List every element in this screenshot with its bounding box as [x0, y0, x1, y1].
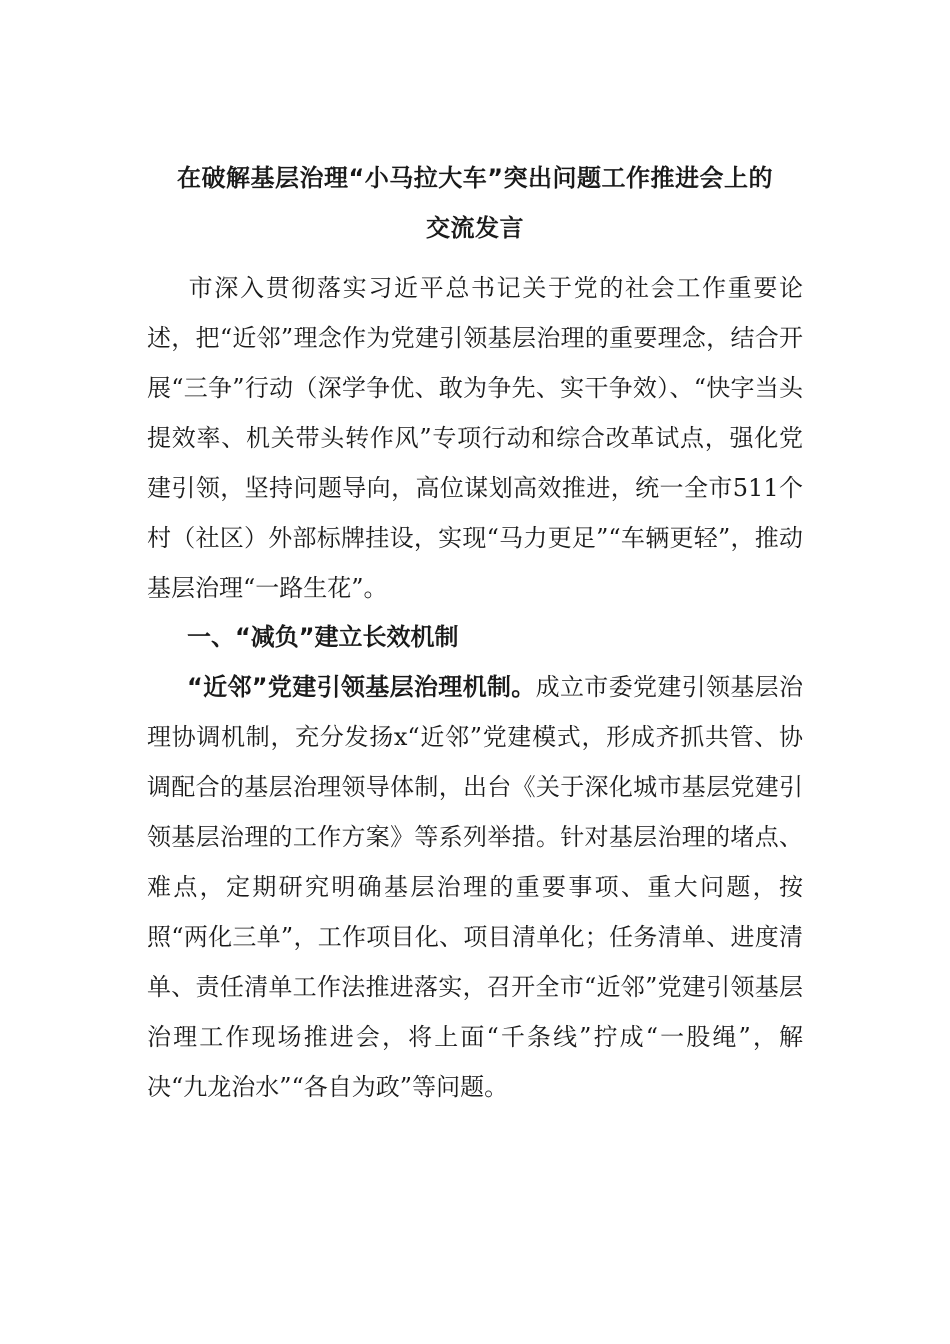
section-1-lead-in: “近邻”党建引领基层治理机制。 — [187, 673, 536, 701]
section-1-heading-text: 一、“减负”建立长效机制 — [187, 623, 459, 651]
intro-paragraph — [147, 263, 803, 613]
section-1-paragraph — [147, 662, 803, 1112]
section-1-body-text: 成立市委党建引领基层治理协调机制，充分发扬x“近邻”党建模式，形成齐抓共管、协调配合的基层治理领导体制，出台《关于深化城市基层党建引领基层治理的工作方案》等系列举措。针对基层治理的堵点、难点，定期研究明确基层治理的重要事项、重大问题，按照“两化三单”，工作项目化、项目清单化；任务清单、进度清单、责任清单工作法推进落实，召开全市“近邻”党建引领基层治理工作现场推进会，将上面“千条线”拧成“一股绳”，解决“九龙治水”“各自为政”等问题。 — [147, 673, 804, 1101]
document-title-line-2: 交流发言 — [426, 214, 524, 242]
section-1-heading — [147, 612, 803, 662]
document-title-line-1: 在破解基层治理“小马拉大车”突出问题工作推进会上的 — [176, 164, 774, 192]
intro-paragraph-text: 市深入贯彻落实习近平总书记关于党的社会工作重要论述，把“近邻”理念作为党建引领基层治理的重要理念，结合开展“三争”行动（深学争优、敢为争先、实干争效）、“快字当头提效率、机关带头转作风”专项行动和综合改革试点，强化党建引领，坚持问题导向，高位谋划高效推进，统一全市511个村（社区）外部标牌挂设，实现“马力更足”“车辆更轻”，推动基层治理“一路生花”。 — [147, 274, 803, 602]
